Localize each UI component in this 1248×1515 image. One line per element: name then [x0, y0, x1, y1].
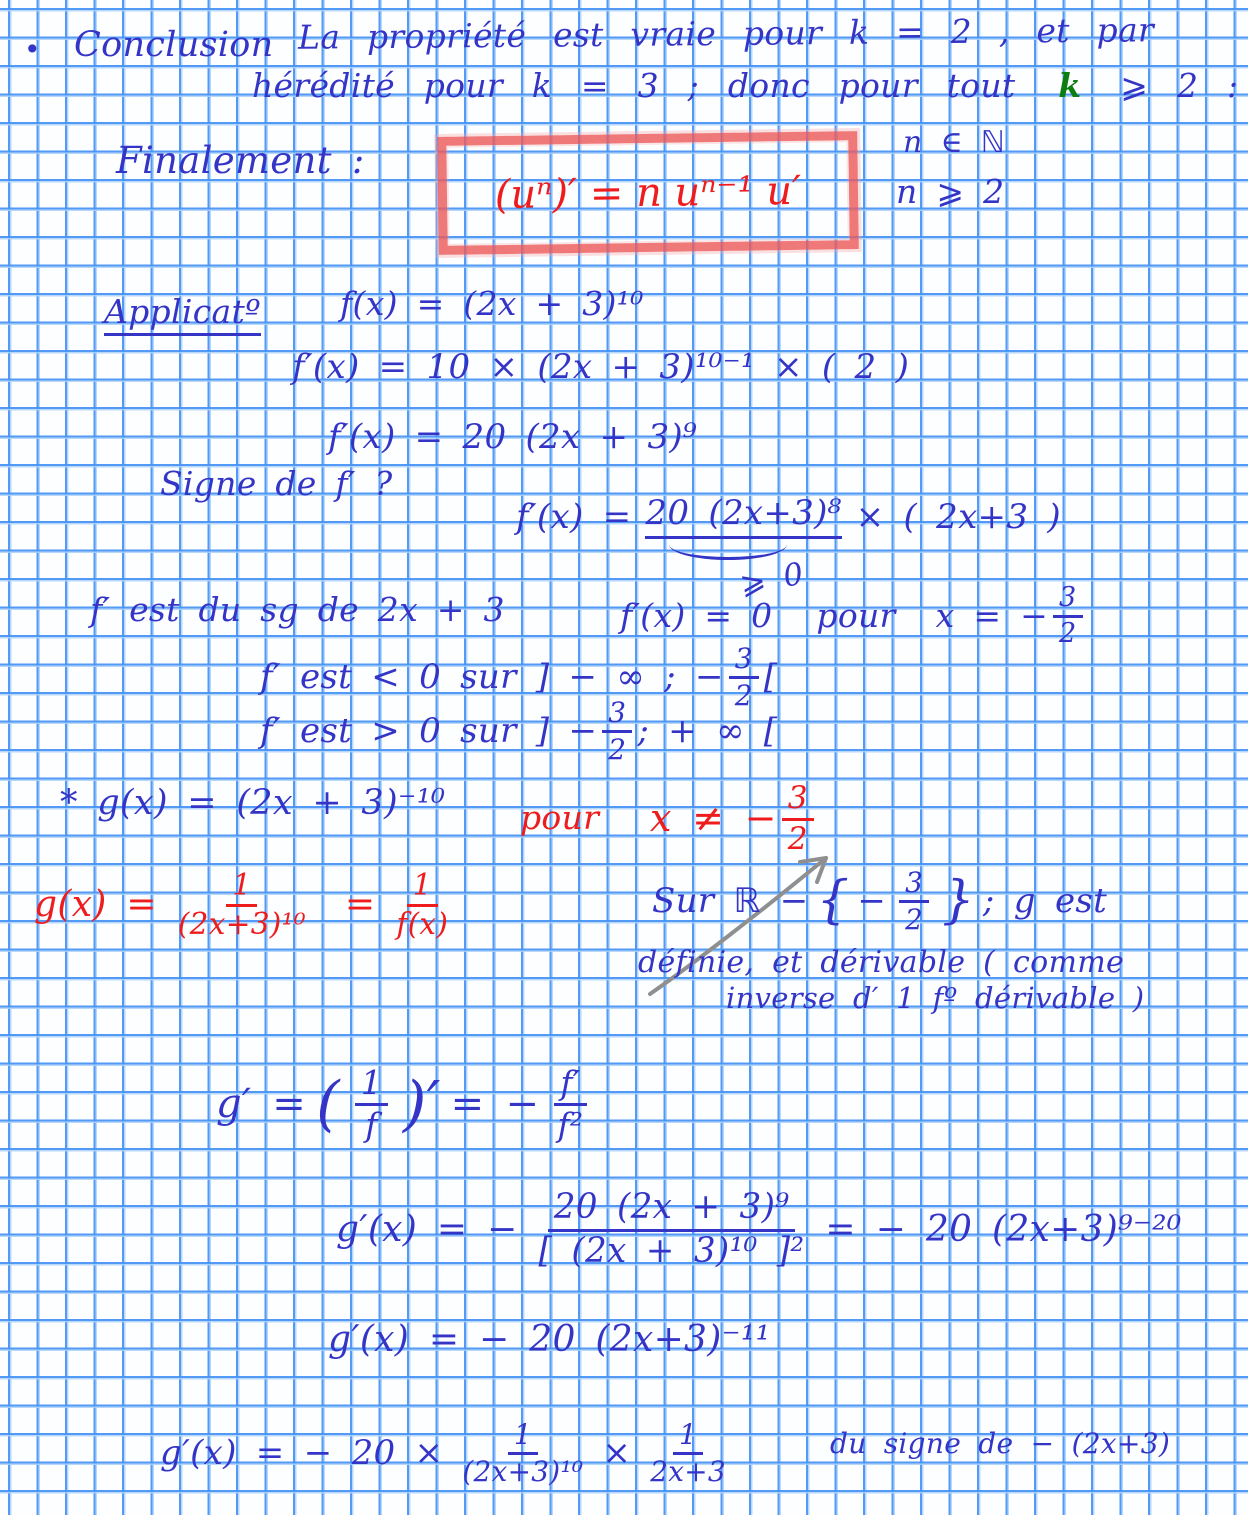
- application-heading: [104, 294, 261, 331]
- paren-open: (: [316, 1069, 340, 1140]
- numerator: 20 (2x + 3)⁹: [548, 1190, 796, 1232]
- brace-close: }: [942, 870, 975, 930]
- factored-prefix: f′(x) =: [516, 496, 632, 537]
- x-constraint-text: x ≠ −: [650, 796, 777, 841]
- boxed-formula: (uⁿ)′ = n uⁿ⁻¹ u′: [494, 167, 802, 219]
- g-rewrite-equals: =: [344, 883, 376, 925]
- negative-interval-text: f′ est < 0 sur ] − ∞ ; −: [260, 657, 724, 698]
- paren-close: )′: [403, 1069, 441, 1140]
- g-rewrite: [34, 870, 453, 940]
- f-prime-step-2: f′(x) = 20 (2x + 3)⁹: [328, 417, 697, 457]
- fraction: [462, 1420, 583, 1487]
- g-prime-simplified: g′(x) = − 20 (2x+3)⁻¹¹: [328, 1319, 771, 1360]
- domain-prefix: Sur ℝ −: [652, 881, 809, 922]
- conclusion-line-1: La propriété est vraie pour k = 2 , et par: [297, 10, 1155, 57]
- zero-pour: pour: [816, 595, 896, 635]
- conclusion-bullet: •: [24, 33, 41, 66]
- g-prime-expanded-rhs: = − 20 (2x+3)⁹⁻²⁰: [825, 1208, 1182, 1250]
- fraction: [355, 1066, 388, 1143]
- denominator: f: [365, 1106, 378, 1145]
- zero-equation: f′(x) = 0: [620, 595, 773, 635]
- f-prime-step-1: f′(x) = 10 × (2x + 3)¹⁰⁻¹ × ( 2 ): [292, 347, 910, 387]
- condition-n-geq-2: n ⩾ 2: [896, 172, 1005, 211]
- domain-suffix: ; g est: [982, 881, 1108, 922]
- numerator: 3: [729, 644, 759, 679]
- g-prime-factored-lhs: g′(x) = − 20 ×: [160, 1433, 444, 1474]
- conclusion-line-2-tail: ⩾ 2 :: [1120, 66, 1239, 105]
- fraction: [538, 1187, 805, 1271]
- domain-line-1: [652, 868, 1107, 935]
- g-prime-lhs: g′ =: [216, 1081, 307, 1128]
- denominator: 2x+3: [650, 1455, 726, 1489]
- condition-n-in-N: n ∈ ℕ: [903, 125, 1006, 160]
- underbrace: [669, 543, 787, 560]
- positive-interval-line: [260, 698, 777, 765]
- g-prime-expanded-lhs: g′(x) = −: [336, 1208, 518, 1250]
- g-prime-expanded: [336, 1187, 1182, 1271]
- finalement-label: Finalement :: [116, 139, 365, 182]
- zero-equation-line: [620, 584, 1088, 649]
- sign-conclusion-note: du signe de − (2x+3): [830, 1427, 1171, 1460]
- denominator: [ (2x + 3)¹⁰ ]²: [538, 1230, 805, 1271]
- fraction: [602, 698, 632, 765]
- g-prime-formula: [216, 1066, 592, 1143]
- fraction: [396, 870, 448, 940]
- sign-note: f′ est du sg de 2x + 3: [90, 590, 505, 629]
- g-rewrite-lhs: g(x) =: [34, 883, 157, 925]
- numerator: 3: [602, 698, 632, 733]
- domain-line-2: définie, et dérivable ( comme: [638, 945, 1125, 980]
- conclusion-line-2-text: hérédité pour k = 3 ; donc pour tout: [252, 66, 1016, 105]
- numerator: f′: [554, 1066, 586, 1106]
- application-heading-text: Applicatº: [104, 292, 261, 336]
- times-sign: ×: [602, 1433, 632, 1474]
- numerator: 3: [782, 782, 814, 821]
- denominator: 2: [787, 820, 808, 857]
- numerator: 3: [1053, 584, 1083, 618]
- denominator: 2: [905, 903, 924, 937]
- negative-interval-close: [: [763, 657, 778, 698]
- numerator: 3: [899, 868, 929, 903]
- underbraced-term: [645, 493, 842, 603]
- g-prime-equals: = −: [450, 1081, 540, 1128]
- fraction: [554, 1066, 586, 1143]
- g-prime-factored: [160, 1420, 731, 1487]
- numerator: 1: [407, 870, 438, 907]
- denominator: (2x+3)¹⁰: [462, 1455, 584, 1489]
- fraction: [178, 870, 306, 940]
- green-k: k: [1058, 66, 1082, 105]
- domain-line-3: inverse d′ 1 fº dérivable ): [726, 981, 1145, 1015]
- g-definition: * g(x) = (2x + 3)⁻¹⁰: [60, 783, 446, 823]
- denominator: 2: [1059, 618, 1077, 650]
- zero-x-equals: x = −: [935, 595, 1049, 635]
- numerator: 1: [673, 1420, 703, 1455]
- f-prime-factored: [516, 493, 1061, 603]
- f-definition: f(x) = (2x + 3)¹⁰: [340, 284, 644, 323]
- positive-interval-close: ; + ∞ [: [637, 711, 778, 752]
- domain-minus: −: [857, 881, 887, 922]
- numerator: 1: [226, 870, 257, 907]
- denominator: f²: [557, 1106, 584, 1145]
- sign-question: Signe de f′ ?: [160, 464, 393, 503]
- numerator: 1: [508, 1420, 538, 1455]
- brace-open: {: [816, 870, 850, 930]
- highlight-box: [437, 131, 859, 255]
- underbrace-label: ⩾ 0: [736, 556, 806, 603]
- conclusion-line-2: [252, 68, 1238, 105]
- positive-interval-text: f′ est > 0 sur ] −: [260, 711, 598, 752]
- denominator: (2x+3)¹⁰: [177, 906, 306, 941]
- fraction: [650, 1420, 726, 1487]
- denominator: f(x): [396, 906, 449, 941]
- conclusion-heading: Conclusion: [74, 25, 274, 65]
- fraction: [1053, 584, 1083, 649]
- fraction: [899, 868, 929, 935]
- underbraced-text: 20 (2x+3)⁸: [645, 494, 841, 539]
- factored-suffix: × ( 2x+3 ): [855, 496, 1061, 537]
- denominator: 2: [608, 733, 627, 767]
- denominator: 2: [734, 679, 753, 713]
- numerator: 1: [355, 1066, 388, 1106]
- pour-label: pour: [520, 798, 600, 837]
